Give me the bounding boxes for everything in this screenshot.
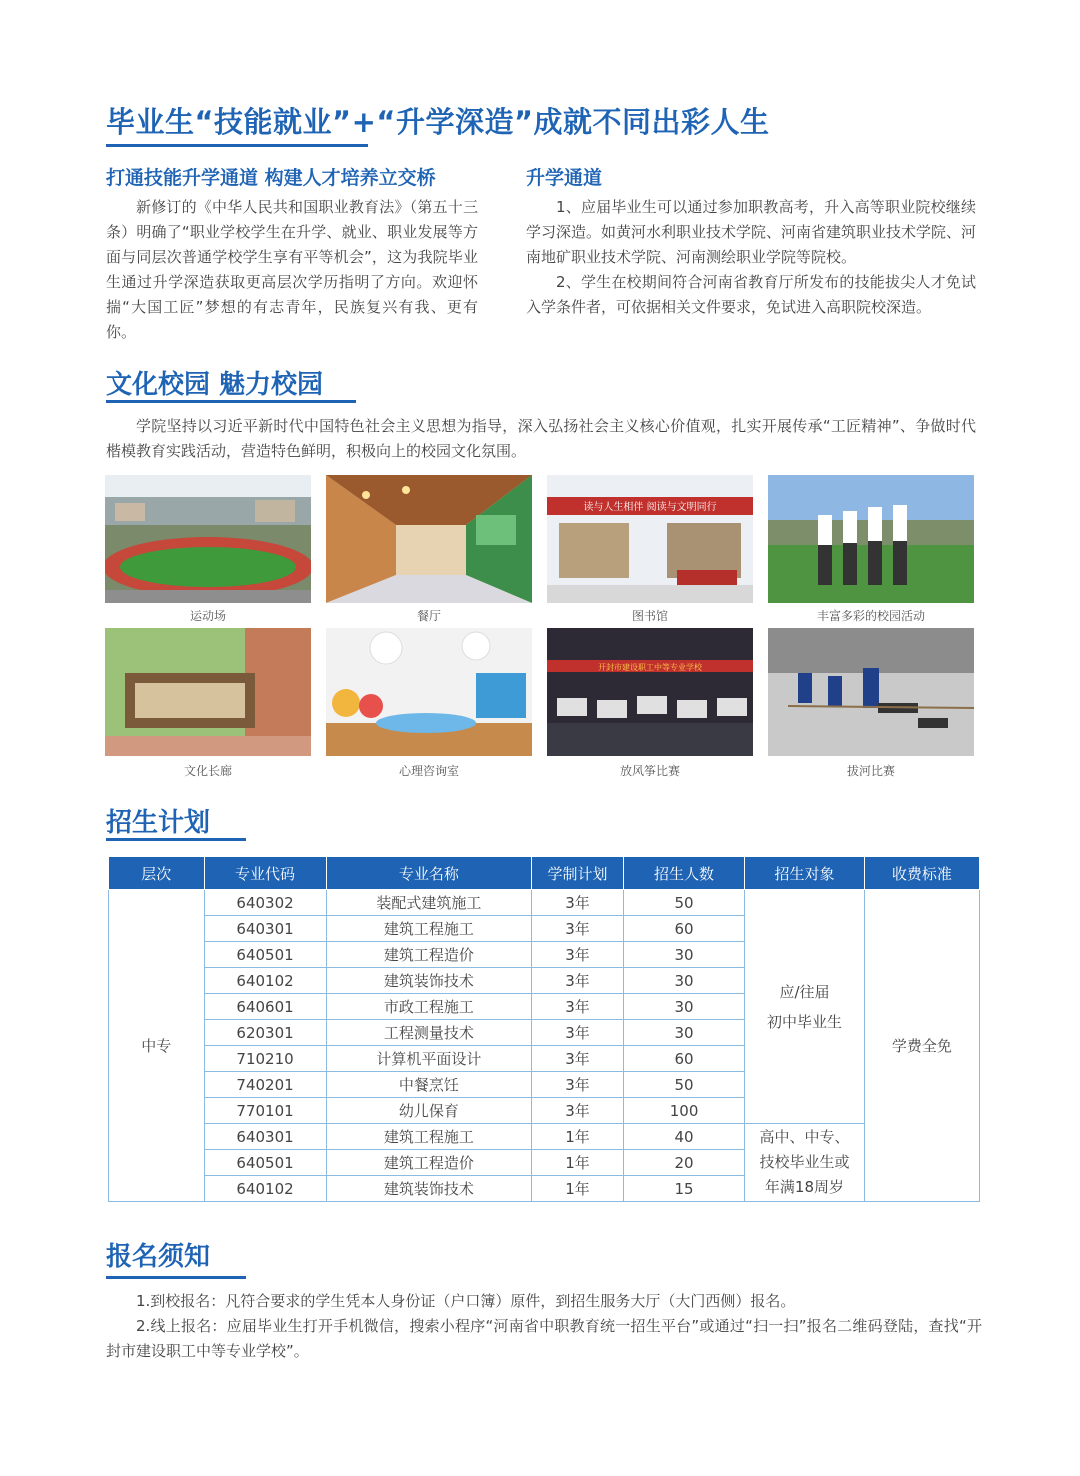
table-row [109,890,980,916]
table-row [109,1124,980,1150]
culture-heading: 文化校园 魅力校园 [106,370,324,400]
campus-activity-photo [768,475,974,603]
count-cell: 50 [623,1072,744,1098]
name-cell: 建筑工程施工 [326,1124,532,1150]
tug-of-war-photo [768,628,974,756]
name-cell: 市政工程施工 [326,994,532,1020]
name-cell: 建筑工程造价 [326,942,532,968]
code-cell: 640102 [204,968,326,994]
library-photo [547,475,753,603]
name-cell: 工程测量技术 [326,1020,532,1046]
count-cell: 100 [623,1098,744,1124]
right-section-paragraph-2: 2、学生在校期间符合河南省教育厅所发布的技能拔尖人才免试入学条件者，可依据相关文件要求，免试进入高职院校深造。 [526,273,976,316]
code-cell: 640501 [204,942,326,968]
years-cell: 3年 [532,994,624,1020]
library-banner-text: 读与人生相伴 阅读与文明同行 [583,502,717,513]
years-cell: 1年 [532,1150,624,1176]
left-section-heading: 打通技能升学通道 构建人才培养立交桥 [106,167,436,189]
registration-item-2: 2.线上报名：应届毕业生打开手机微信，搜索小程序“河南省中职教育统一招生平台”或通过“扫一扫”报名二维码登陆，查找“开封市建设职工中等专业学校”。 [106,1317,982,1360]
enrollment-heading: 招生计划 [106,808,211,838]
column-header: 专业代码 [204,857,326,890]
code-cell: 640102 [204,1176,326,1202]
column-header: 学制计划 [532,857,624,890]
years-cell: 3年 [532,1098,624,1124]
counseling-room-photo [326,628,532,756]
years-cell: 3年 [532,890,624,916]
name-cell: 建筑工程造价 [326,1150,532,1176]
table-header-row [109,857,980,890]
column-header: 专业名称 [326,857,532,890]
code-cell: 640301 [204,916,326,942]
enrollment-heading-underline [106,838,246,841]
photo-caption-campus-activity: 丰富多彩的校园活动 [816,609,925,623]
count-cell: 20 [623,1150,744,1176]
kite-contest-photo [547,628,753,756]
code-cell: 740201 [204,1072,326,1098]
photo-caption-culture-corridor: 文化长廊 [183,764,232,778]
name-cell: 中餐烹饪 [326,1072,532,1098]
registration-heading-underline [106,1276,246,1279]
name-cell: 建筑装饰技术 [326,968,532,994]
count-cell: 60 [623,1046,744,1072]
code-cell: 710210 [204,1046,326,1072]
registration-item-1: 1.到校报名：凡符合要求的学生凭本人身份证（户口簿）原件，到招生服务大厅（大门西侧）报名。 [136,1292,796,1310]
registration-heading: 报名须知 [106,1242,211,1272]
main-title: 毕业生“技能就业”+“升学深造”成就不同出彩人生 [106,105,770,139]
culture-corridor-photo [105,628,311,756]
culture-paragraph: 学院坚持以习近平新时代中国特色社会主义思想为指导，深入弘扬社会主义核心价值观，扎实开展传承“工匠精神”、争做时代楷模教育实践活动，营造特色鲜明，积极向上的校园文化氛围。 [106,417,976,460]
photo-caption-tug-of-war: 拔河比赛 [846,764,895,778]
count-cell: 30 [623,1020,744,1046]
count-cell: 60 [623,916,744,942]
name-cell: 建筑装饰技术 [326,1176,532,1202]
name-cell: 建筑工程施工 [326,916,532,942]
years-cell: 3年 [532,1046,624,1072]
code-cell: 770101 [204,1098,326,1124]
name-cell: 计算机平面设计 [326,1046,532,1072]
right-section-paragraph-1: 1、应届毕业生可以通过参加职教高考，升入高等职业院校继续学习深造。如黄河水利职业技术学院、河南省建筑职业技术学院、河南地矿职业技术学院、河南测绘职业学院等院校。 [526,198,977,266]
code-cell: 640601 [204,994,326,1020]
canteen-photo [326,475,532,603]
right-section-heading: 升学通道 [526,167,603,189]
years-cell: 3年 [532,968,624,994]
count-cell: 50 [623,890,744,916]
photo-caption-stadium: 运动场 [189,609,226,623]
years-cell: 3年 [532,916,624,942]
photo-caption-kite-contest: 放风筝比赛 [619,764,680,778]
name-cell: 装配式建筑施工 [326,890,532,916]
photo-caption-counseling-room: 心理咨询室 [398,764,459,778]
column-header: 招生人数 [623,857,744,890]
photo-caption-library: 图书馆 [631,609,668,623]
column-header: 层次 [109,857,205,890]
culture-heading-underline [106,400,356,403]
years-cell: 1年 [532,1124,624,1150]
column-header: 收费标准 [864,857,979,890]
years-cell: 3年 [532,1020,624,1046]
stadium-photo [105,475,311,603]
code-cell: 640302 [204,890,326,916]
years-cell: 1年 [532,1176,624,1202]
code-cell: 640501 [204,1150,326,1176]
left-section-paragraph: 新修订的《中华人民共和国职业教育法》（第五十三条）明确了“职业学校学生在升学、就业、职业发展等方面与同层次普通学校学生享有平等机会”，这为我院毕业生通过升学深造获取更高层次学历指明了方向。欢迎怀揣“大国工匠”梦想的有志青年，民族复兴有我、更有你。 [106,198,478,341]
code-cell: 620301 [204,1020,326,1046]
target-group-cell: 应/往届 初中毕业生 [745,890,864,1124]
level-cell: 中专 [109,890,205,1202]
kite-banner-text: 开封市建设职工中等专业学校 [598,663,702,672]
count-cell: 30 [623,968,744,994]
name-cell: 幼儿保育 [326,1098,532,1124]
main-title-underline [106,144,368,147]
count-cell: 40 [623,1124,744,1150]
photo-caption-canteen: 餐厅 [416,609,441,623]
count-cell: 30 [623,994,744,1020]
years-cell: 3年 [532,942,624,968]
years-cell: 3年 [532,1072,624,1098]
column-header: 招生对象 [745,857,864,890]
enrollment-table [108,856,980,1202]
target-group-cell: 高中、中专、 技校毕业生或 年满18周岁 [745,1124,864,1202]
count-cell: 15 [623,1176,744,1202]
fee-cell: 学费全免 [864,890,979,1202]
code-cell: 640301 [204,1124,326,1150]
count-cell: 30 [623,942,744,968]
